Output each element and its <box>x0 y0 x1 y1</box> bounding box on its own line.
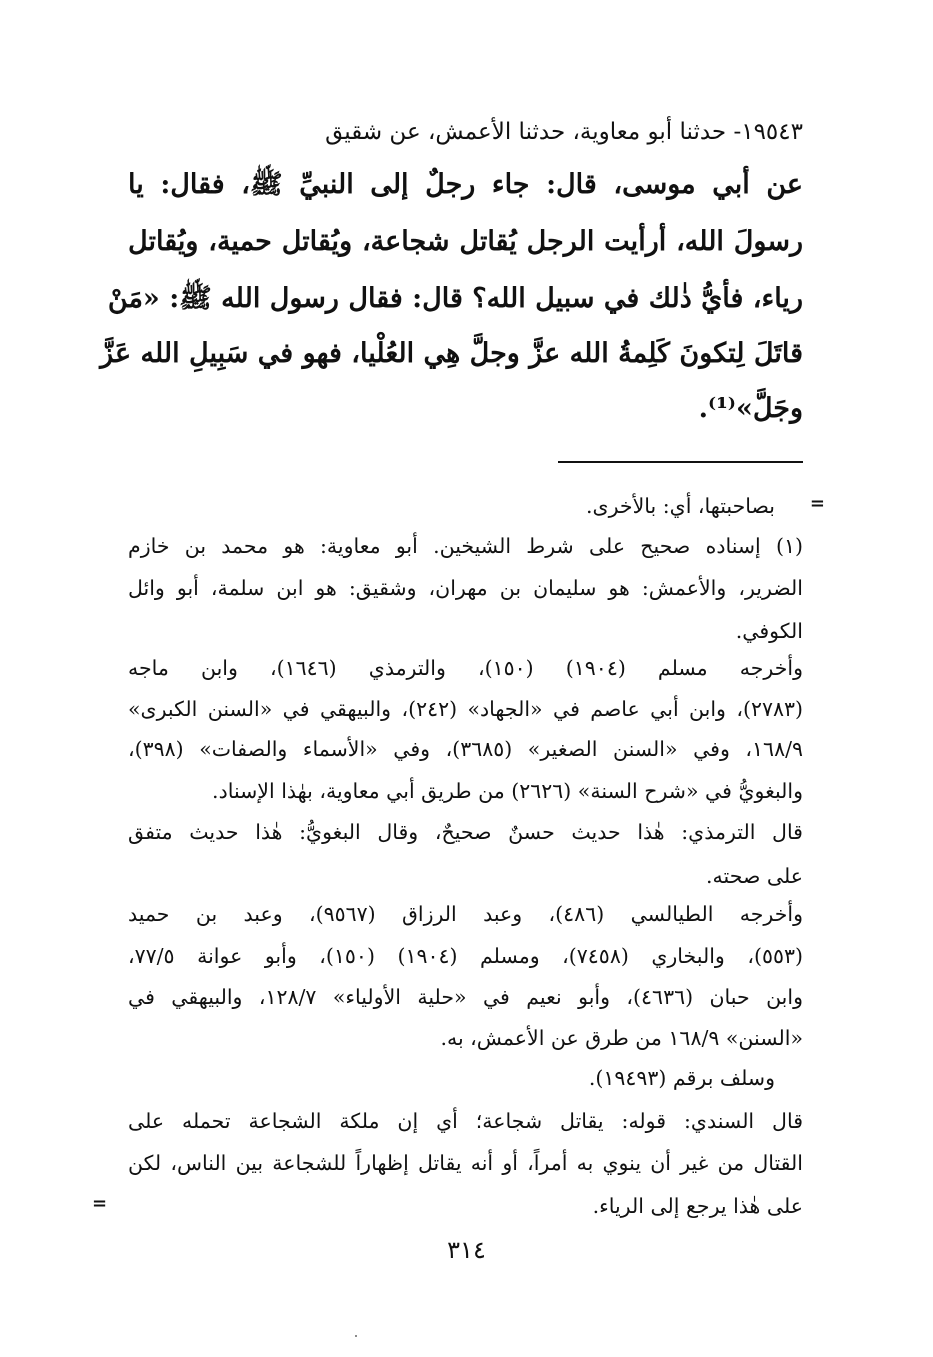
footnote-line-2: (١) إسناده صحيح على شرط الشيخين. أبو معاوية: هو محمد بن خازم <box>128 534 803 558</box>
footnote-line-6: (٢٧٨٣)، وابن أبي عاصم في «الجهاد» (٢٤٢)، والبيهقي في «السنن الكبرى» <box>128 697 803 721</box>
footnote-line-7: ١٦٨/٩، وفي «السنن الصغير» (٣٦٨٥)، وفي «الأسماء والصفات» (٣٩٨)، <box>128 737 803 761</box>
footnote-line-14: «السنن» ١٦٨/٩ من طرق عن الأعمش، به. <box>440 1026 803 1050</box>
footnote-line-8: والبغويُّ في «شرح السنة» (٢٦٢٦) من طريق أبي معاوية، بهٰذا الإسناد. <box>212 779 803 803</box>
scan-speck <box>355 1335 357 1337</box>
hadith-header: ١٩٥٤٣- حدثنا أبو معاوية، حدثنا الأعمش، عن شقيق <box>325 119 803 145</box>
main-text-line-2: رسولَ الله، أرأيت الرجل يُقاتل شجاعة، ويُقاتل حمية، ويُقاتل <box>128 226 803 257</box>
main-text-line-5: وجَلَّ»⁽¹⁾. <box>698 393 803 424</box>
footnote-line-10: على صحته. <box>706 864 803 888</box>
main-text-line-3: رياء، فأيُّ ذٰلك في سبيل الله؟ قال: فقال رسول الله ﷺ: «مَنْ <box>107 283 803 314</box>
footnote-line-4: الكوفي. <box>735 619 803 643</box>
footnote-line-5: وأخرجه مسلم (١٩٠٤) (١٥٠)، والترمذي (١٦٤٦)، وابن ماجه <box>128 656 803 680</box>
footnote-line-9: قال الترمذي: هٰذا حديث حسنٌ صحيحٌ، وقال البغويُّ: هٰذا حديث متفق <box>128 820 803 844</box>
main-text-line-4: قاتَلَ لِتكونَ كَلِمةُ الله عزَّ وجلَّ هِي العُلْيا، فهو في سَبِيلِ الله عَزَّ <box>100 338 803 369</box>
footnote-continued-marker: = <box>809 493 825 514</box>
footnote-line-18: على هٰذا يرجع إلى الرياء. <box>592 1194 803 1218</box>
footnote-line-15: وسلف برقم (١٩٤٩٣). <box>588 1066 775 1090</box>
main-text-line-1: عن أبي موسى، قال: جاء رجلٌ إلى النبيِّ ﷺ، فقال: يا <box>128 169 803 200</box>
footnote-line-1: بصاحبتها، أي: بالأخرى. <box>586 494 775 518</box>
footnote-line-16: قال السندي: قوله: يقاتل شجاعة؛ أي إن ملكة الشجاعة تحمله على <box>128 1109 803 1133</box>
footnote-separator <box>558 461 803 463</box>
footnote-end-marker: = <box>92 1193 108 1214</box>
footnote-line-3: الضرير، والأعمش: هو سليمان بن مهران، وشقيق: هو ابن سلمة، أبو وائل <box>128 576 803 600</box>
footnote-line-11: وأخرجه الطيالسي (٤٨٦)، وعبد الرزاق (٩٥٦٧)، وعبد بن حميد <box>128 902 803 926</box>
footnote-line-12: (٥٥٣)، والبخاري (٧٤٥٨)، ومسلم (١٩٠٤) (١٥٠)، وأبو عوانة ٧٧/٥، <box>128 944 803 968</box>
footnote-line-13: وابن حبان (٤٦٣٦)، وأبو نعيم في «حلية الأولياء» ١٢٨/٧، والبيهقي في <box>128 985 803 1009</box>
page-number: ٣١٤ <box>447 1236 486 1264</box>
footnote-line-17: القتال من غير أن ينوي به أمراً، أو أنه يقاتل إظهاراً للشجاعة بين الناس، لكن <box>128 1151 803 1175</box>
